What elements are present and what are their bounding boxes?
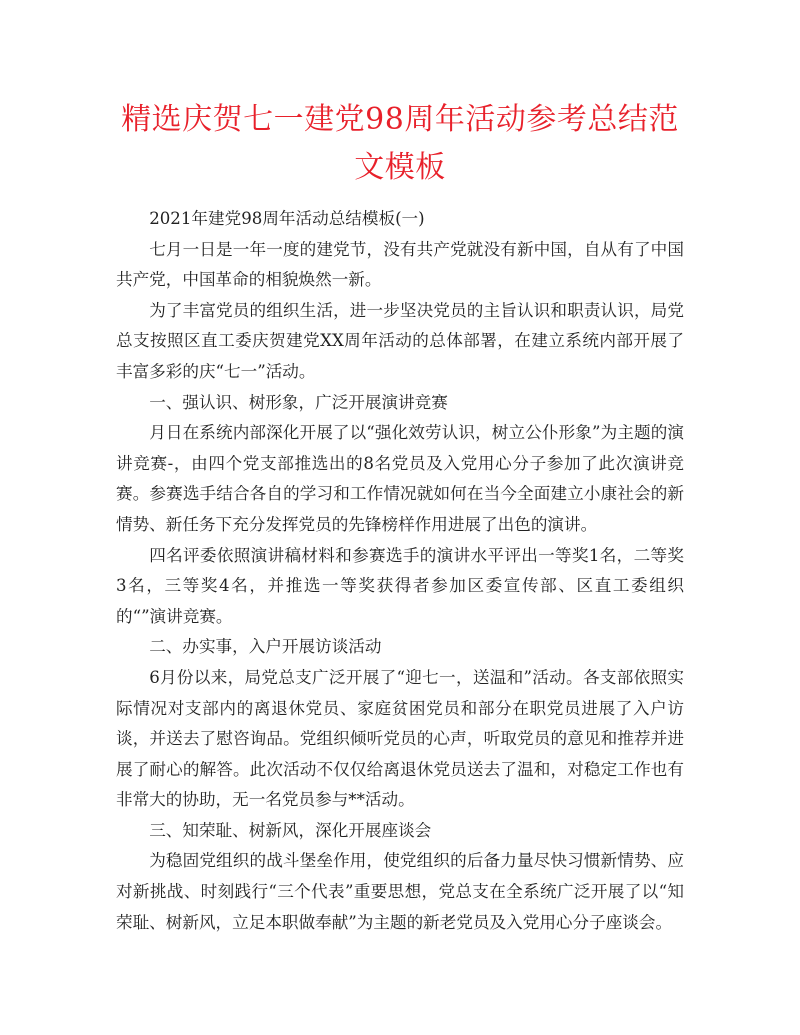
paragraph: 为了丰富党员的组织生活，进一步坚决党员的主旨认识和职责认识，局党总支按照区直工委庆贺建党XX周年活动的总体部署，在建立系统内部开展了丰富多彩的庆“七一”活动。 <box>116 300 684 381</box>
section-heading: 一、强认识、树形象，广泛开展演讲竞赛 <box>149 392 448 412</box>
paragraph: 6月份以来，局党总支广泛开展了“迎七一，送温和”活动。各支部依照实际情况对支部内的离退休党员、家庭贫困党员和部分在职党员进展了入户访谈，并送去了慰咨询品。党组织倾听党员的心声，听取党员的意见和推荐并进展了耐心的解答。此次活动不仅仅给离退休党员送去了温和，对稳定工作也有非常大的协助，无一名党员参与**活动。 <box>116 667 684 810</box>
paragraph: 四名评委依照演讲稿材料和参赛选手的演讲水平评出一等奖1名，二等奖3名，三等奖4名，并推选一等奖获得者参加区委宣传部、区直工委组织的“”演讲竞赛。 <box>116 545 684 626</box>
paragraph-subtitle: 2021年建党98周年活动总结模板(一) <box>149 209 425 228</box>
paragraph: 月日在系统内部深化开展了以“强化效劳认识，树立公仆形象”为主题的演讲竞赛-，由四个党支部推选出的8名党员及入党用心分子参加了此次演讲竞赛。参赛选手结合各自的学习和工作情况就如何在当今全面建立小康社会的新情势、新任务下充分发挥党员的先锋榜样作用进展了出色的演讲。 <box>116 423 684 534</box>
paragraph: 为稳固党组织的战斗堡垒作用，使党组织的后备力量尽快习惯新情势、应对新挑战、时刻践行“三个代表”重要思想，党总支在全系统广泛开展了以“知荣耻、树新风，立足本职做奉献”为主题的新老党员及入党用心分子座谈会。 <box>116 851 684 932</box>
section-heading: 二、办实事，入户开展访谈活动 <box>149 637 382 657</box>
document-body <box>116 204 684 938</box>
paragraph: 七月一日是一年一度的建党节，没有共产党就没有新中国，自从有了中国共产党，中国革命的相貌焕然一新。 <box>116 239 684 290</box>
document-title: 精选庆贺七一建党98周年活动参考总结范文模板 <box>121 102 679 185</box>
section-heading: 三、知荣耻、树新风，深化开展座谈会 <box>149 820 432 840</box>
